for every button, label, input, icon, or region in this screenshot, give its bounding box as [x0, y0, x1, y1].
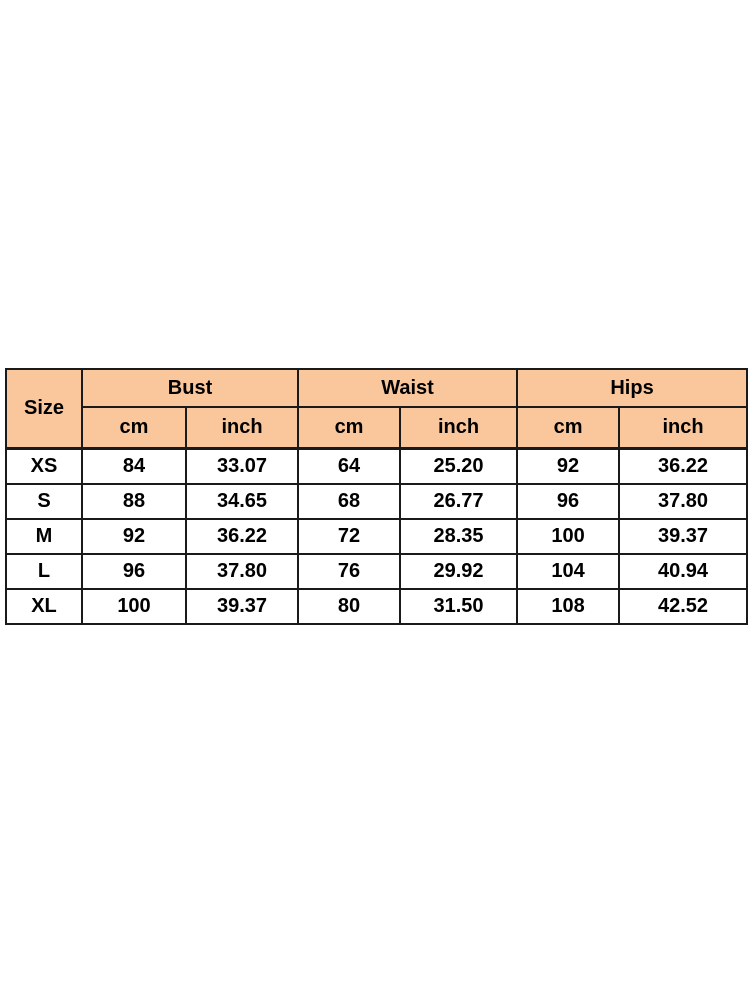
bust-cm-cell: 96 — [82, 554, 186, 589]
waist-cm-header: cm — [298, 407, 400, 449]
waist-inch-cell: 31.50 — [400, 589, 517, 624]
table-row — [6, 589, 747, 624]
waist-cm-cell: 68 — [298, 484, 400, 519]
bust-inch-cell: 39.37 — [186, 589, 298, 624]
bust-header: Bust — [82, 369, 298, 407]
bust-cm-cell: 88 — [82, 484, 186, 519]
hips-cm-cell: 100 — [517, 519, 619, 554]
table-row — [6, 554, 747, 589]
bust-cm-cell: 92 — [82, 519, 186, 554]
size-header: Size — [6, 369, 82, 449]
waist-inch-cell: 25.20 — [400, 449, 517, 485]
waist-inch-cell: 26.77 — [400, 484, 517, 519]
hips-inch-cell: 39.37 — [619, 519, 747, 554]
waist-cm-cell: 76 — [298, 554, 400, 589]
table-row — [6, 449, 747, 485]
size-cell: S — [6, 484, 82, 519]
waist-cm-cell: 72 — [298, 519, 400, 554]
hips-cm-cell: 108 — [517, 589, 619, 624]
waist-cm-cell: 80 — [298, 589, 400, 624]
hips-cm-header: cm — [517, 407, 619, 449]
hips-header: Hips — [517, 369, 747, 407]
hips-cm-cell: 96 — [517, 484, 619, 519]
bust-inch-header: inch — [186, 407, 298, 449]
bust-inch-cell: 33.07 — [186, 449, 298, 485]
hips-inch-cell: 36.22 — [619, 449, 747, 485]
waist-cm-cell: 64 — [298, 449, 400, 485]
size-cell: XS — [6, 449, 82, 485]
size-chart-table — [5, 368, 748, 625]
size-cell: M — [6, 519, 82, 554]
hips-inch-header: inch — [619, 407, 747, 449]
bust-inch-cell: 34.65 — [186, 484, 298, 519]
waist-inch-header: inch — [400, 407, 517, 449]
hips-inch-cell: 42.52 — [619, 589, 747, 624]
hips-cm-cell: 92 — [517, 449, 619, 485]
table-row — [6, 484, 747, 519]
size-cell: XL — [6, 589, 82, 624]
hips-inch-cell: 37.80 — [619, 484, 747, 519]
bust-inch-cell: 37.80 — [186, 554, 298, 589]
hips-inch-cell: 40.94 — [619, 554, 747, 589]
header-unit-row — [6, 407, 747, 449]
bust-cm-header: cm — [82, 407, 186, 449]
waist-inch-cell: 28.35 — [400, 519, 517, 554]
hips-cm-cell: 104 — [517, 554, 619, 589]
bust-cm-cell: 100 — [82, 589, 186, 624]
waist-header: Waist — [298, 369, 517, 407]
table-row — [6, 519, 747, 554]
size-cell: L — [6, 554, 82, 589]
bust-cm-cell: 84 — [82, 449, 186, 485]
bust-inch-cell: 36.22 — [186, 519, 298, 554]
waist-inch-cell: 29.92 — [400, 554, 517, 589]
header-group-row — [6, 369, 747, 407]
